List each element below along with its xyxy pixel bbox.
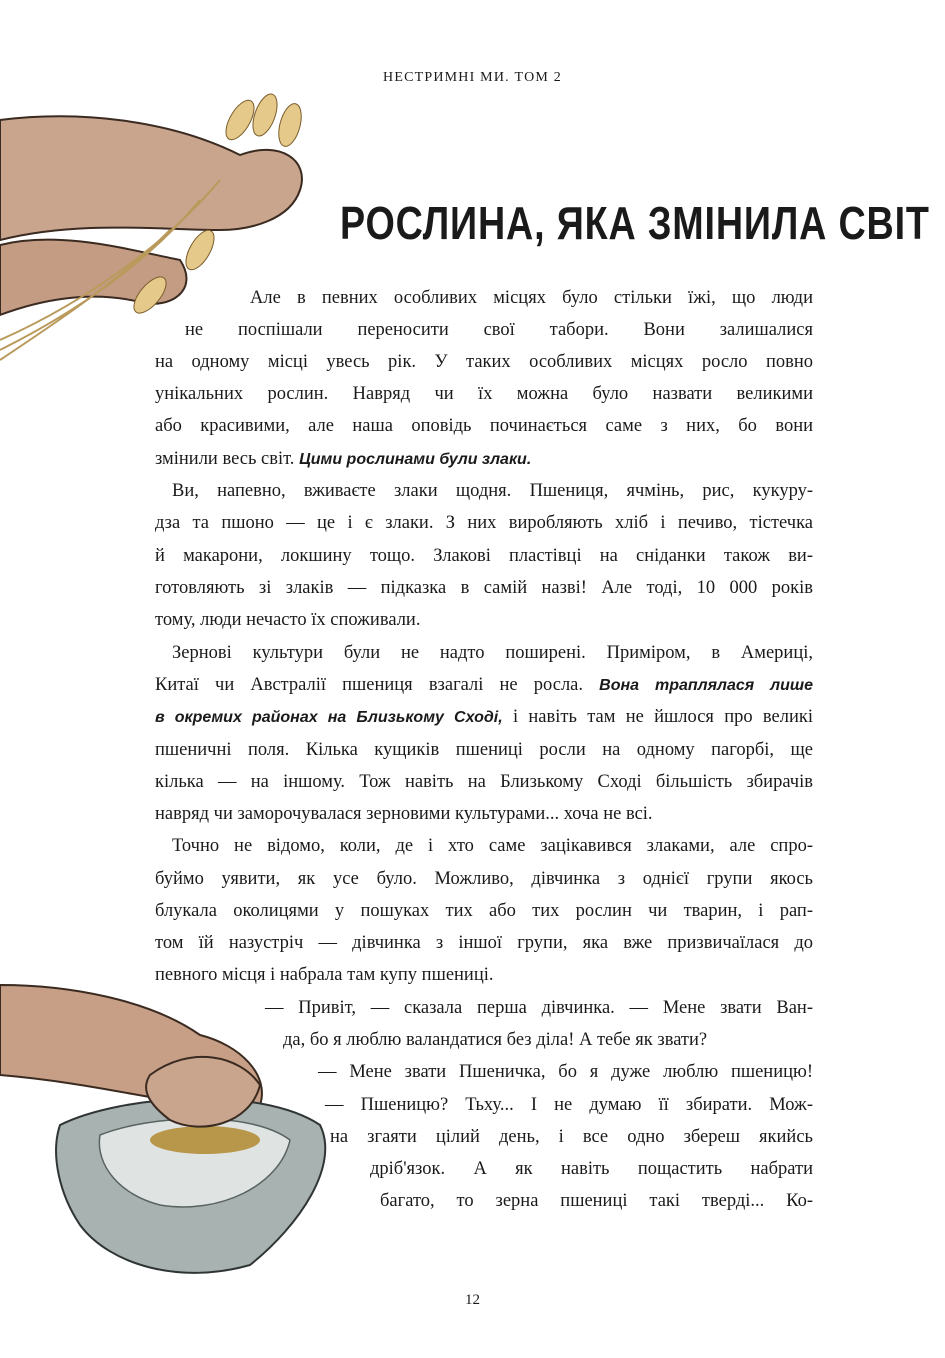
text-line bbox=[155, 928, 813, 958]
line-text: Точно не відомо, коли, де і хто саме зацікавився злаками, але спро- bbox=[172, 836, 813, 856]
text-line bbox=[155, 541, 813, 571]
handwritten-highlight: Цими рослинами були злаки. bbox=[299, 451, 532, 468]
text-line bbox=[155, 864, 813, 894]
text-line bbox=[250, 283, 813, 313]
line-text: том їй назустріч — дівчинка з іншої групи, яка вже призвичаїлася до bbox=[155, 933, 813, 953]
line-text: на згаяти цілий день, і все одно збереш якийсь bbox=[330, 1127, 813, 1147]
text-line bbox=[172, 638, 813, 668]
handwritten-highlight: Вона траплялася лише bbox=[599, 677, 813, 694]
line-text: Зернові культури були не надто поширені. Приміром, в Америці, bbox=[172, 643, 813, 663]
line-text: багато, то зерна пшениці такі тверді... Ко- bbox=[380, 1191, 813, 1211]
line-text: навряд чи заморочувалася зерновими культурами... хоча не всі. bbox=[155, 804, 653, 824]
line-text: — Пшеницю? Тьху... І не думаю її збирати. Мож- bbox=[325, 1095, 813, 1115]
running-header: НЕСТРИМНІ МИ. ТОМ 2 bbox=[383, 70, 562, 85]
text-line bbox=[172, 831, 813, 861]
line-text: блукала околицями у пошуках тих або тих рослин чи тварин, і рап- bbox=[155, 901, 813, 921]
text-line bbox=[370, 1154, 813, 1184]
text-line bbox=[155, 379, 813, 409]
line-text: Китаї чи Австралії пшениця взагалі не росла. bbox=[155, 675, 600, 695]
line-text: Але в певних особливих місцях було стільки їжі, що люди bbox=[250, 288, 813, 308]
line-text: пшеничні поля. Кілька кущиків пшениці росли на одному пагорбі, ще bbox=[155, 740, 813, 760]
text-line bbox=[155, 767, 813, 797]
line-text: не поспішали переносити свої табори. Вони залишалися bbox=[185, 320, 813, 340]
text-line bbox=[325, 1090, 813, 1120]
text-line bbox=[318, 1057, 813, 1087]
text-line bbox=[172, 476, 813, 506]
text-line bbox=[155, 508, 813, 538]
line-text: певного місця і набрала там купу пшениці. bbox=[155, 965, 494, 985]
line-text: кілька — на іншому. Тож навіть на Близькому Сході більшість збирачів bbox=[155, 772, 813, 792]
text-line bbox=[155, 444, 531, 474]
line-text: дріб'язок. А як навіть пощастить набрати bbox=[370, 1159, 813, 1179]
chapter-title: РОСЛИНА, ЯКА ЗМІНИЛА СВІТ bbox=[340, 197, 930, 249]
text-line bbox=[155, 573, 813, 603]
text-line bbox=[330, 1122, 813, 1152]
text-line bbox=[155, 702, 813, 732]
text-line bbox=[155, 735, 813, 765]
line-text: і навіть там не йшлося про великі bbox=[502, 707, 814, 727]
text-line bbox=[155, 605, 420, 635]
line-text: дза та пшоно — це і є злаки. З них виробляють хліб і печиво, тістечка bbox=[155, 513, 813, 533]
line-text: тому, люди нечасто їх споживали. bbox=[155, 610, 421, 630]
text-line bbox=[265, 993, 813, 1023]
line-text: — Мене звати Пшеничка, бо я дуже люблю пшеницю! bbox=[318, 1062, 813, 1082]
text-line bbox=[155, 960, 494, 990]
text-line bbox=[155, 411, 813, 441]
line-text: й макарони, локшину тощо. Злакові пластівці на сніданки також ви- bbox=[155, 546, 813, 566]
line-text: або красивими, але наша оповідь починається саме з них, бо вони bbox=[155, 416, 813, 436]
handwritten-highlight: в окремих районах на Близькому Сході, bbox=[155, 709, 503, 726]
text-line bbox=[380, 1186, 813, 1216]
text-line bbox=[283, 1025, 707, 1055]
text-line bbox=[155, 799, 653, 829]
line-text: унікальних рослин. Навряд чи їх можна було назвати великими bbox=[155, 384, 813, 404]
text-line bbox=[155, 896, 813, 926]
line-text: на одному місці увесь рік. У таких особливих місцях росло повно bbox=[155, 352, 813, 372]
text-line bbox=[155, 670, 813, 700]
line-text: готовляють зі злаків — підказка в самій назві! Але тоді, 10 000 років bbox=[155, 578, 813, 598]
line-text: буймо уявити, як усе було. Можливо, дівчинка з однієї групи якось bbox=[155, 869, 813, 889]
page-number: 12 bbox=[465, 1292, 480, 1308]
line-text: да, бо я люблю валандатися без діла! А тебе як звати? bbox=[283, 1030, 708, 1050]
line-text: Ви, напевно, вживаєте злаки щодня. Пшениця, ячмінь, рис, кукуру- bbox=[172, 481, 813, 501]
text-line bbox=[185, 315, 813, 345]
line-text: — Привіт, — сказала перша дівчинка. — Мене звати Ван- bbox=[265, 998, 813, 1018]
line-text: змінили весь світ. bbox=[155, 449, 300, 469]
text-line bbox=[155, 347, 813, 377]
